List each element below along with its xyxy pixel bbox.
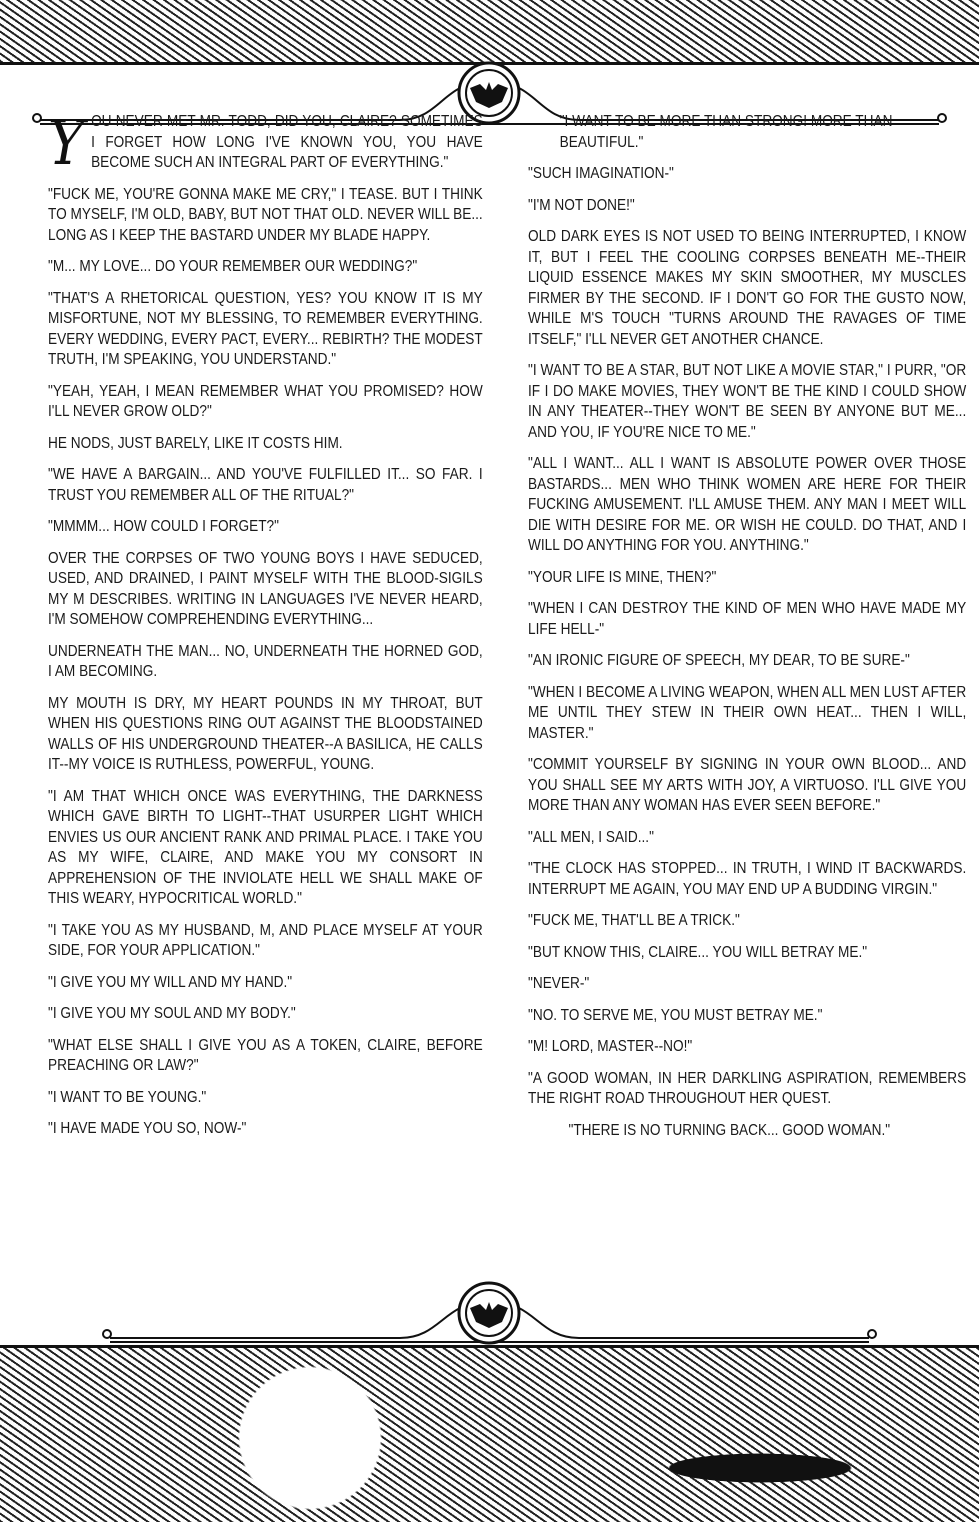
paragraph: "WHEN I CAN DESTROY THE KIND OF MEN WHO HAVE MADE MY LIFE HELL-" [528,600,967,638]
paragraph: "I GIVE YOU MY SOUL AND MY BODY." [48,1005,296,1022]
paragraph: "I TAKE YOU AS MY HUSBAND, M, AND PLACE MYSELF AT YOUR SIDE, FOR YOUR APPLICATION." [48,921,483,959]
paragraph: "YOUR LIFE IS MINE, THEN?" [528,568,717,586]
paragraph: "I WANT TO BE A STAR, BUT NOT LIKE A MOVIE STAR," I PURR, "OR IF I DO MAKE MOVIES, THEY WON'T BE THE KIND I COULD SHOW IN ANY THEATER--THEY WON'T BE SEEN BY ANYONE BUT ME... AND YOU, IF YOU'RE NICE TO ME." [528,362,967,441]
paragraph: "AN IRONIC FIGURE OF SPEECH, MY DEAR, TO BE SURE-" [528,652,910,669]
right-text-column [528,112,966,1152]
opening-paragraph [48,106,483,179]
bottom-illustration-band [0,1345,979,1522]
footer-ornament [0,1278,979,1348]
paragraph: OVER THE CORPSES OF TWO YOUNG BOYS I HAVE SEDUCED, USED, AND DRAINED, I PAINT MYSELF WITH THE BLOOD-SIGILS MY M DESCRIBES. WRITING IN LANGUAGES I'VE NEVER HEARD, I'M SOMEHOW COMPREHENDING EVERYTHING... [48,549,483,628]
paragraph: "WHAT ELSE SHALL I GIVE YOU AS A TOKEN, CLAIRE, BEFORE PREACHING OR LAW?" [48,1036,483,1074]
paragraph: "NO. TO SERVE ME, YOU MUST BETRAY ME." [528,1006,823,1024]
left-text-column [48,106,483,1151]
closing-paragraph: "THERE IS NO TURNING BACK... GOOD WOMAN." [568,1121,891,1139]
paragraph: "FUCK ME, THAT'LL BE A TRICK." [528,912,740,929]
paragraph: "MMMM... HOW COULD I FORGET?" [48,518,279,535]
paragraph: "I AM THAT WHICH ONCE WAS EVERYTHING, THE DARKNESS WHICH GAVE BIRTH TO LIGHT--THAT USURPER LIGHT WHICH ENVIES US OUR ANCIENT RANK AND PRIMAL PLACE. I TAKE YOU AS MY WIFE, CLAIRE, AND MAKE YOU MY CONSORT IN APPREHENSION OF THE INVIOLATE HELL WE SHALL MAKE OF THIS WEARY, HYPOCRITICAL WORLD." [48,787,483,907]
paragraph: "NEVER-" [528,975,590,992]
opening-paragraph-text: OU NEVER MET MR. TODD, DID YOU, CLAIRE? SOMETIMES I FORGET HOW LONG I'VE KNOWN YOU, YOU HAVE BECOME SUCH AN INTEGRAL PART OF EVERYTHING." [91,113,483,171]
paragraph: "I HAVE MADE YOU SO, NOW-" [48,1120,247,1137]
paragraph: "THE CLOCK HAS STOPPED... IN TRUTH, I WIND IT BACKWARDS. INTERRUPT ME AGAIN, YOU MAY END UP A BUDDING VIRGIN." [528,860,967,898]
drop-cap: Y [48,106,85,179]
paragraph: HE NODS, JUST BARELY, LIKE IT COSTS HIM. [48,434,343,452]
paragraph: "YEAH, YEAH, I MEAN REMEMBER WHAT YOU PROMISED? HOW I'LL NEVER GROW OLD?" [48,382,483,420]
paragraph: "BUT KNOW THIS, CLAIRE... YOU WILL BETRAY ME." [528,943,868,961]
top-illustration-band [0,0,979,65]
paragraph: "M... MY LOVE... DO YOUR REMEMBER OUR WEDDING?" [48,258,418,275]
paragraph: "WHEN I BECOME A LIVING WEAPON, WHEN ALL MEN LUST AFTER ME UNTIL THEY STEW IN THEIR OWN HEAT... THEN I WILL, MASTER." [528,683,967,742]
paragraph: "ALL MEN, I SAID..." [528,828,654,846]
paragraph: "I WANT TO BE MORE THAN STRONG! MORE THAN BEAUTIFUL." [559,113,893,151]
paragraph: "COMMIT YOURSELF BY SIGNING IN YOUR OWN BLOOD... AND YOU SHALL SEE MY ARTS WITH JOY, A VIRTUOSO. I'LL GIVE YOU MORE THAN ANY WOMAN HAS EVER SEEN BEFORE." [528,756,967,814]
paragraph: "THAT'S A RHETORICAL QUESTION, YES? YOU KNOW IT IS MY MISFORTUNE, NOT MY BLESSING, TO REMEMBER EVERYTHING. EVERY WEDDING, EVERY PACT, EVERY... REBIRTH? THE MODEST TRUTH, I'M SPEAKING, YOU UNDERSTAND." [48,289,483,368]
paragraph: "I'M NOT DONE!" [528,196,635,214]
paragraph: "I GIVE YOU MY WILL AND MY HAND." [48,973,293,991]
paragraph: "ALL I WANT... ALL I WANT IS ABSOLUTE POWER OVER THOSE BASTARDS... MEN WHO THINK WOMEN ARE HERE FOR THEIR FUCKING AMUSEMENT. I'LL AMUSE THEM. ANY MAN I MEET WILL DIE WITH DESIRE FOR ME. OR WISH HE COULD. DO THAT, AND I WILL DO ANYTHING FOR YOU. ANYTHING." [528,455,967,554]
paragraph: "WE HAVE A BARGAIN... AND YOU'VE FULFILLED IT... SO FAR. I TRUST YOU REMEMBER ALL OF THE RITUAL?" [48,466,483,504]
paragraph: "SUCH IMAGINATION-" [528,165,674,182]
paragraph: "A GOOD WOMAN, IN HER DARKLING ASPIRATION, REMEMBERS THE RIGHT ROAD THROUGHOUT HER QUEST. [528,1069,967,1107]
paragraph: "FUCK ME, YOU'RE GONNA MAKE ME CRY," I TEASE. BUT I THINK TO MYSELF, I'M OLD, BABY, BUT NOT THAT OLD. NEVER WILL BE... LONG AS I KEEP THE BASTARD UNDER MY BLADE HAPPY. [48,185,483,244]
paragraph: "I WANT TO BE YOUNG." [48,1088,207,1106]
bat-emblem-icon [459,1283,519,1343]
paragraph: UNDERNEATH THE MAN... NO, UNDERNEATH THE HORNED GOD, I AM BECOMING. [48,642,483,680]
paragraph: MY MOUTH IS DRY, MY HEART POUNDS IN MY THROAT, BUT WHEN HIS QUESTIONS RING OUT AGAINST THE BLOODSTAINED WALLS OF HIS UNDERGROUND THEATER--A BASILICA, HE CALLS IT--MY VOICE IS RUTHLESS, POWERFUL, YOUNG. [48,694,483,773]
paragraph: OLD DARK EYES IS NOT USED TO BEING INTERRUPTED, I KNOW IT, BUT I FEEL THE COOLING CORPSES BENEATH ME--THEIR LIQUID ESSENCE MAKES MY SKIN SMOOTHER, MY MUSCLES FIRMER BY THE SECOND. IF I DON'T GO FOR THE GUSTO NOW, WHILE M'S TOUCH "TURNS AROUND THE RAVAGES OF TIME ITSELF," I'LL NEVER GET ANOTHER CHANCE. [528,228,967,348]
paragraph: "M! LORD, MASTER--NO!" [528,1038,693,1055]
